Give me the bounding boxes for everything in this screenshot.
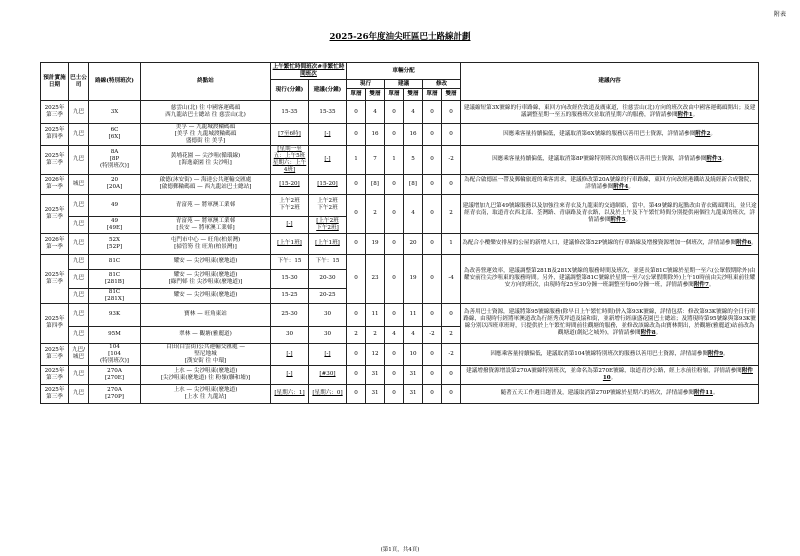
- fleet-s1-cell: 0: [347, 303, 366, 326]
- route-cell: 81C [281B]: [89, 269, 141, 288]
- current-frequency-cell: 25-30: [271, 303, 309, 326]
- fleet-d2-cell: 16: [404, 124, 423, 146]
- company-cell: 城巴: [69, 174, 89, 194]
- content-cell: [461, 384, 759, 403]
- header-date: 預計實施日期: [41, 63, 69, 101]
- proposed-frequency-cell: [上午1班]: [309, 233, 347, 254]
- header-double: 雙層: [442, 89, 461, 101]
- table-row: [41, 101, 759, 124]
- date-cell: 2025年第三季: [41, 101, 69, 124]
- route-cell: 81C: [89, 254, 141, 269]
- table-row: [41, 365, 759, 384]
- content-cell: [461, 145, 759, 174]
- full-stop: 。: [710, 130, 716, 137]
- current-frequency-cell: 上午2班 下午2班: [271, 194, 309, 216]
- fleet-d1-cell: 23: [366, 254, 385, 303]
- fleet-s2-cell: 0: [385, 101, 404, 124]
- fleet-s2-cell: 0: [385, 254, 404, 303]
- date-cell: 2025年第三季: [41, 384, 69, 403]
- company-cell: 九巴: [69, 216, 89, 233]
- fleet-d2-cell: 4: [404, 326, 423, 343]
- route-cell: 6C [6X]: [89, 124, 141, 146]
- fleet-d1-cell: 11: [366, 303, 385, 326]
- full-stop: 。: [712, 390, 719, 397]
- route-cell: 52X [52P]: [89, 233, 141, 254]
- fleet-s1-cell: 0: [347, 194, 366, 233]
- terminus-cell: 上水 — 尖沙咀東(麼地道) [尖沙咀東(麼地道) 往 粉嶺(聯和墟)]: [141, 365, 271, 384]
- fleet-d1-cell: [8]: [366, 174, 385, 194]
- table-row: [41, 303, 759, 326]
- current-frequency-cell: 15-35: [271, 101, 309, 124]
- content-cell: [461, 365, 759, 384]
- fleet-d3-cell: 0: [442, 174, 461, 194]
- fleet-s2-cell: 0: [385, 343, 404, 365]
- fleet-d3-cell: 0: [442, 365, 461, 384]
- terminus-cell: 白田(白雲街)公共運輸交匯處 — 堅尼地城 [漢安街 往 中環]: [141, 343, 271, 365]
- content-cell: [461, 124, 759, 146]
- fleet-d1-cell: 31: [366, 365, 385, 384]
- content-text: 為善用巴士資源，建議將第95號線服務(除早日上午繁忙時間)併入第93K號線，詳情包括：修改第93K號線的全日行車路線，由現時行經將軍澳道改為行經秀茂坪道及協和街，並新增行經康盛花園巴士總站；及將現時第95號線與第93K號線分別以四班車班時，只提供於上午繁忙時間前往觀塘的服務，並修改該線改為由寶林開出，於觀塘(雅麗道)站前改為觀塘道(創紀之城外)，詳情請參閱: [463, 309, 756, 337]
- fleet-d1-cell: 19: [366, 233, 385, 254]
- proposed-frequency-cell: [15-20]: [309, 174, 347, 194]
- fleet-d2-cell: 10: [404, 343, 423, 365]
- company-cell: 九巴: [69, 233, 89, 254]
- header-fleet-proposed: 建議: [385, 80, 423, 89]
- full-stop: 。: [610, 374, 617, 381]
- fleet-d3-cell: -2: [442, 343, 461, 365]
- current-frequency-cell: 15-30: [271, 269, 309, 288]
- annex-link[interactable]: 附件2: [695, 130, 711, 137]
- proposed-frequency-cell: 20-25: [309, 288, 347, 303]
- date-cell: 2025年第三季: [41, 365, 69, 384]
- fleet-d1-cell: 12: [366, 343, 385, 365]
- content-cell: [461, 194, 759, 233]
- current-frequency-cell: [上午1班]: [271, 233, 309, 254]
- fleet-d3-cell: 0: [442, 101, 461, 124]
- fleet-s1-cell: 2: [347, 326, 366, 343]
- header-fleet: 車輛分配: [347, 63, 461, 80]
- fleet-s1-cell: 0: [347, 174, 366, 194]
- fleet-d2-cell: 11: [404, 303, 423, 326]
- fleet-s3-cell: 0: [423, 233, 442, 254]
- header-single: 單層: [385, 89, 404, 101]
- fleet-s3-cell: 0: [423, 303, 442, 326]
- route-cell: 49: [89, 194, 141, 216]
- full-stop: 。: [625, 217, 632, 224]
- fleet-d1-cell: 31: [366, 384, 385, 403]
- terminus-cell: 黃埔花園 — 尖沙咀(循環線) [海逸豪園 往 尖沙咀]: [141, 145, 271, 174]
- full-stop: 。: [708, 282, 715, 289]
- header-single: 單層: [347, 89, 366, 101]
- route-cell: 20 [20A]: [89, 174, 141, 194]
- annex-link[interactable]: 附件1: [677, 112, 693, 118]
- table-row: [41, 145, 759, 174]
- fleet-d2-cell: 4: [404, 101, 423, 124]
- current-frequency-cell: 15-25: [271, 288, 309, 303]
- date-cell: 2026年第一季: [41, 233, 69, 254]
- fleet-s2-cell: 0: [385, 124, 404, 146]
- header-fleet-revised: 修改: [423, 80, 461, 89]
- current-frequency-cell: [7至6時]: [271, 124, 309, 146]
- proposed-frequency-cell: 15-35: [309, 101, 347, 124]
- date-cell: 2025年第四季: [41, 124, 69, 146]
- header-fleet-current: 現行: [347, 80, 385, 89]
- current-frequency-cell: [15-20]: [271, 174, 309, 194]
- fleet-d1-cell: 2: [366, 194, 385, 233]
- current-frequency-cell: 下午：15: [271, 254, 309, 269]
- proposed-frequency-cell: [-]: [309, 145, 347, 174]
- header-peak: 上午繁忙時間班次#非繁忙時間班次: [271, 63, 347, 80]
- date-cell: 2025年第三季: [41, 145, 69, 174]
- fleet-d2-cell: 5: [404, 145, 423, 174]
- company-cell: 九巴: [69, 365, 89, 384]
- content-text: 因應乘客量持續偏低，建議取消第104號線特別班次的服務以善用巴士資源，詳情請參閱: [490, 350, 709, 357]
- terminus-cell: 耀安 — 尖沙咀東(麼地道) [綠門邨 往 尖沙咀東(麼地道)]: [141, 269, 271, 288]
- fleet-d3-cell: -4: [442, 254, 461, 303]
- terminus-cell: 青富苑 — 將軍澳工業邨 [長安 — 將軍澳工業邨]: [141, 216, 271, 233]
- fleet-d3-cell: 0: [442, 124, 461, 146]
- content-text: 隨著五天工作週日趨普及，建議取消第270P號線於星期六的班次，詳情請參閱: [500, 390, 694, 397]
- current-frequency-cell: 30: [271, 326, 309, 343]
- current-frequency-cell: [-]: [271, 365, 309, 384]
- annex-link[interactable]: 附件9: [708, 350, 724, 357]
- content-cell: [461, 101, 759, 124]
- content-cell: [461, 303, 759, 343]
- terminus-cell: 青富苑 — 將軍澳工業邨: [141, 194, 271, 216]
- content-cell: [461, 233, 759, 254]
- terminus-cell: 慈雲山(北) 往 中國客運碼頭 西九龍站巴士總站 往 慈雲山(北): [141, 101, 271, 124]
- content-cell: [461, 343, 759, 365]
- current-frequency-cell: [-]: [271, 343, 309, 365]
- content-cell: [461, 254, 759, 303]
- annex-link[interactable]: 附件4: [613, 184, 629, 191]
- company-cell: 九巴: [69, 254, 89, 269]
- fleet-s2-cell: 0: [385, 174, 404, 194]
- fleet-d2-cell: 31: [404, 365, 423, 384]
- annex-link[interactable]: 附件10: [602, 367, 753, 381]
- annex-link[interactable]: 附件8: [640, 330, 656, 337]
- terminus-cell: 翠林 — 觀塘(雅麗道): [141, 326, 271, 343]
- route-cell: 95M: [89, 326, 141, 343]
- header-terminus: 終點站: [141, 63, 271, 101]
- terminus-cell: 上水 — 尖沙咀東(麼地道) [上水 往 九龍站]: [141, 384, 271, 403]
- fleet-d2-cell: [8]: [404, 174, 423, 194]
- company-cell: 九巴: [69, 303, 89, 326]
- proposed-frequency-cell: 30: [309, 326, 347, 343]
- table-row: [41, 384, 759, 403]
- fleet-d3-cell: 2: [442, 326, 461, 343]
- proposed-frequency-cell: 30: [309, 303, 347, 326]
- content-text: 為配合小欖樂安排屋的公屋的新增人口，建議修改第52P號線的行車路線及增撥資源增加一個班次，詳情請參閱: [462, 240, 737, 247]
- terminus-cell: 啟德(沐安街) — 海達公共運輸交匯處 [啟德郵輪碼頭 — 西九龍站巴士總站]: [141, 174, 271, 194]
- content-text: 為改善營運效率，建議調整第281B及281X號線的服務時間及班次，並延長第81C號線於星期一至六(公眾假期除外)由耀安前往尖沙咀東的服務時間。另外，建議調整第81C號線於星期一至六(公眾假期除外)上午10時前由尖沙咀東前往耀安方向的班次，由現時每25至30分鐘一班調整至每60分鐘一班，詳情請參閱: [463, 268, 756, 289]
- table-row: [41, 194, 759, 216]
- header-current: 現行(分鐘): [271, 80, 309, 101]
- fleet-s3-cell: 0: [423, 174, 442, 194]
- fleet-d3-cell: 0: [442, 384, 461, 403]
- current-frequency-cell: [-]: [271, 216, 309, 233]
- fleet-d1-cell: 2: [366, 326, 385, 343]
- terminus-cell: 屯門市中心 — 旺角(柏景灣) [掃管笏 往 旺角(柏景灣)]: [141, 233, 271, 254]
- annex-link[interactable]: 附件5: [610, 217, 626, 224]
- header-proposed: 建議(分鐘): [309, 80, 347, 101]
- fleet-d3-cell: 1: [442, 233, 461, 254]
- fleet-d1-cell: 4: [366, 101, 385, 124]
- page-title: 2025-26年度油尖旺區巴士路線計劃: [329, 32, 471, 42]
- date-cell: 2026年第一季: [41, 174, 69, 194]
- fleet-s3-cell: -2: [423, 326, 442, 343]
- company-cell: 九巴: [69, 384, 89, 403]
- full-stop: 。: [692, 112, 699, 118]
- proposed-frequency-cell: [上午2班 下午2班]: [309, 216, 347, 233]
- company-cell: 九巴: [69, 288, 89, 303]
- table-row: [41, 124, 759, 146]
- company-cell: 九巴: [69, 194, 89, 216]
- fleet-d3-cell: 0: [442, 303, 461, 326]
- table-row: [41, 343, 759, 365]
- fleet-s1-cell: 0: [347, 254, 366, 303]
- proposed-frequency-cell: [-]: [309, 343, 347, 365]
- route-cell: 81C [281X]: [89, 288, 141, 303]
- fleet-s2-cell: 0: [385, 194, 404, 233]
- content-cell: [461, 174, 759, 194]
- fleet-d1-cell: 7: [366, 145, 385, 174]
- fleet-s3-cell: 0: [423, 194, 442, 233]
- fleet-s1-cell: 0: [347, 124, 366, 146]
- date-cell: 2025年第四季: [41, 303, 69, 343]
- route-cell: 49 [49E]: [89, 216, 141, 233]
- header-company: 巴士公司: [69, 63, 89, 101]
- fleet-s3-cell: 0: [423, 343, 442, 365]
- current-frequency-cell: [星期六：1]: [271, 384, 309, 403]
- content-text: 建議增撥資源增設第270A號線特別班次，並命名為第270E號線，取道青沙公路，經上水前往粉嶺，詳情請參閱: [466, 367, 742, 374]
- full-stop: 。: [655, 330, 662, 337]
- attachment-label: 附表: [773, 11, 786, 18]
- fleet-d2-cell: 31: [404, 384, 423, 403]
- company-cell: 九巴: [69, 269, 89, 288]
- fleet-s2-cell: 0: [385, 233, 404, 254]
- fleet-s2-cell: 4: [385, 326, 404, 343]
- terminus-cell: 耀安 — 尖沙咀東(麼地道): [141, 288, 271, 303]
- content-text: 因應乘客量持續偏低，建議取消第8P號線特別班次的服務以善用巴士資源，詳情請參閱: [492, 156, 707, 163]
- fleet-s3-cell: 0: [423, 254, 442, 303]
- fleet-s2-cell: 0: [385, 303, 404, 326]
- company-cell: 九巴/城巴: [69, 343, 89, 365]
- annex-link[interactable]: 附件6: [736, 240, 752, 247]
- route-cell: 270A [270P]: [89, 384, 141, 403]
- fleet-s1-cell: 0: [347, 233, 366, 254]
- content-text: 建議縮短第3X號線的行車路線，東回方向改經佐敦道及廣東道，往慈雲山(北)方向的班次改由中國客運碼頭開出；及建議調整星期一至五的服務班次並取消星期六的服務，詳情請參閱: [463, 105, 756, 118]
- proposed-frequency-cell: 下午：15: [309, 254, 347, 269]
- route-cell: 93K: [89, 303, 141, 326]
- table-row: [41, 174, 759, 194]
- header-route: 路線(特別班次): [89, 63, 141, 101]
- content-text: 建議增加九巴第49號線服務以及加強往來青衣及九龍東的交通網絡，當中，第49號線的起點改由青衣碼頭開出，並只途經青衣南，取道青衣西北部、荃灣路、青康路及青衣路，以及於上午及下午繁忙時間分別提供兩個往九龍東的班次，詳情請參閱: [462, 203, 757, 224]
- fleet-d3-cell: 2: [442, 194, 461, 233]
- header-double: 雙層: [366, 89, 385, 101]
- route-cell: 3X: [89, 101, 141, 124]
- header-double: 雙層: [404, 89, 423, 101]
- fleet-d2-cell: 20: [404, 233, 423, 254]
- full-stop: 。: [723, 350, 729, 357]
- company-cell: 九巴: [69, 145, 89, 174]
- annex-link[interactable]: 附件11: [694, 390, 713, 397]
- fleet-d2-cell: 4: [404, 194, 423, 233]
- table-row: [41, 233, 759, 254]
- current-frequency-cell: [星期一至五：上午5班 星期六：上午4班]: [271, 145, 309, 174]
- fleet-s3-cell: 0: [423, 145, 442, 174]
- page-footer: (第1頁，共4頁): [380, 547, 420, 553]
- route-plan-table: [40, 62, 759, 404]
- fleet-s2-cell: 1: [385, 145, 404, 174]
- fleet-s3-cell: 0: [423, 384, 442, 403]
- full-stop: 。: [721, 156, 728, 163]
- terminus-cell: 美孚 — 九龍城渡輪碼頭 [美孚 往 九龍城渡輪碼頭 盛德街 往 美孚]: [141, 124, 271, 146]
- date-cell: 2025年第三季: [41, 254, 69, 303]
- header-content: 建議內容: [461, 63, 759, 101]
- company-cell: 九巴: [69, 326, 89, 343]
- fleet-s1-cell: 0: [347, 101, 366, 124]
- proposed-frequency-cell: 上午2班 下午2班: [309, 194, 347, 216]
- fleet-d3-cell: -2: [442, 145, 461, 174]
- date-cell: 2025年第三季: [41, 343, 69, 365]
- annex-link[interactable]: 附件3: [706, 156, 722, 163]
- proposed-frequency-cell: 20-30: [309, 269, 347, 288]
- proposed-frequency-cell: [#30]: [309, 365, 347, 384]
- content-text: 為配合啟德區一帶及郵輪旅遊的乘客需求，建議修改第20A號線的行車路線，東回方向改經港鐵站及繞經新合成醫院，詳情請參閱: [464, 177, 755, 191]
- fleet-d2-cell: 19: [404, 254, 423, 303]
- content-text: 因應乘客量持續偏低，建議取消第6X號線的服務以善用巴士資源，詳情請參閱: [503, 130, 696, 137]
- fleet-s3-cell: 0: [423, 101, 442, 124]
- full-stop: 。: [628, 184, 634, 191]
- fleet-s1-cell: 1: [347, 145, 366, 174]
- route-cell: 8A [8P (特別班次)]: [89, 145, 141, 174]
- fleet-s3-cell: 0: [423, 365, 442, 384]
- fleet-d1-cell: 16: [366, 124, 385, 146]
- header-single: 單層: [423, 89, 442, 101]
- fleet-s2-cell: 0: [385, 365, 404, 384]
- full-stop: 。: [751, 240, 757, 247]
- proposed-frequency-cell: [-]: [309, 124, 347, 146]
- route-cell: 270A [270E]: [89, 365, 141, 384]
- fleet-s1-cell: 0: [347, 365, 366, 384]
- fleet-s1-cell: 0: [347, 384, 366, 403]
- fleet-s2-cell: 0: [385, 384, 404, 403]
- route-cell: 104 [104 (特別班次)]: [89, 343, 141, 365]
- terminus-cell: 耀安 — 尖沙咀東(麼地道): [141, 254, 271, 269]
- date-cell: 2025年第三季: [41, 194, 69, 233]
- fleet-s1-cell: 0: [347, 343, 366, 365]
- terminus-cell: 寶林 — 旺角東站: [141, 303, 271, 326]
- proposed-frequency-cell: [星期六：0]: [309, 384, 347, 403]
- fleet-s3-cell: 0: [423, 124, 442, 146]
- company-cell: 九巴: [69, 101, 89, 124]
- annex-link[interactable]: 附件7: [693, 282, 709, 289]
- company-cell: 九巴: [69, 124, 89, 146]
- table-row: [41, 254, 759, 269]
